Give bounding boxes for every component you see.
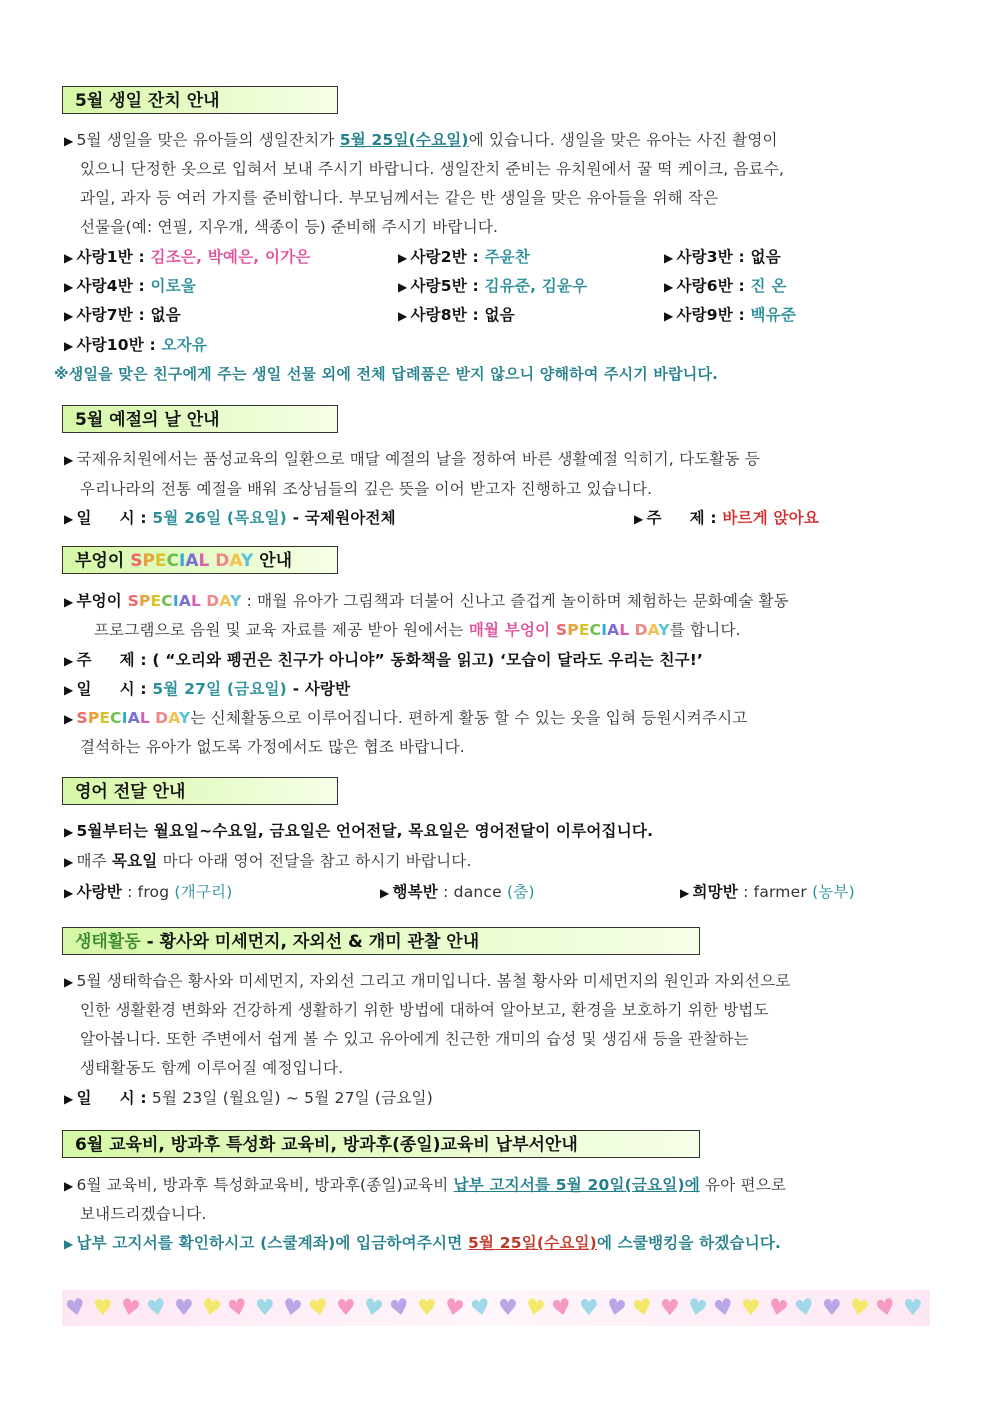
heart-icon: ♥ [630, 1294, 656, 1323]
heart-icon: ♥ [117, 1294, 143, 1323]
birthday-para-1: ▶ 5월 생일을 맞은 유아들의 생일잔치가 5월 25일(수요일)에 있습니다. 생일을 맞은 유아는 사진 촬영이 [64, 131, 778, 149]
heart-icon: ♥ [387, 1294, 413, 1323]
ecology-para-4: 생태활동도 함께 이루어질 예정입니다. [80, 1059, 344, 1077]
heart-icon: ♥ [93, 1296, 113, 1321]
birthday-para-3: 과일, 과자 등 여러 가지를 준비합니다. 부모님께서는 같은 반 생일을 맞은 유아들을 위해 작은 [80, 189, 719, 207]
ecology-para-2: 인한 생활환경 변화와 건강하게 생활하기 위한 방법에 대하여 알아보고, 환경을 보호하기 위한 방법도 [80, 1001, 769, 1019]
etiquette-para-2: 우리나라의 전통 예절을 배워 조상님들의 깊은 뜻을 이어 받고자 진행하고 있습니다. [80, 480, 653, 498]
special-day-rainbow: SPECIAL DAY [130, 551, 254, 571]
class-row-9: ▶ 사랑9반 : 백유준 [664, 306, 797, 324]
ecology-date: ▶ 일 시 : 5월 23일 (월요일) ~ 5월 27일 (금요일) [64, 1089, 433, 1107]
class-row-7: ▶ 사랑7반 : 없음 [64, 306, 181, 324]
heart-icon: ♥ [174, 1296, 194, 1321]
section-title-tuition: 6월 교육비, 방과후 특성화 교육비, 방과후(종일)교육비 납부서안내 [62, 1130, 700, 1158]
tuition-para-2: 보내드리겠습니다. [80, 1205, 207, 1223]
section-title-etiquette: 5월 예절의 날 안내 [62, 405, 338, 433]
special-topic: ▶ 주 제 : ( “오리와 펭귄은 친구가 아니야” 동화책을 읽고) ‘모습이 달라도 우리는 친구!’ [64, 651, 704, 669]
birthday-para-4: 선물을(예: 연필, 지우개, 색종이 등) 준비해 주시기 바랍니다. [80, 218, 499, 236]
tuition-para-1: ▶ 6월 교육비, 방과후 특성화교육비, 방과후(종일)교육비 납부 고지서를 5월 20일(금요일)에 유아 편으로 [64, 1176, 787, 1194]
heart-icon: ♥ [903, 1296, 923, 1321]
heart-icon: ♥ [765, 1294, 791, 1323]
class-row-6: ▶ 사랑6반 : 진 온 [664, 277, 787, 295]
heart-icon: ♥ [468, 1294, 494, 1323]
section-title-special-day: 부엉이 SPECIAL DAY 안내 [62, 546, 338, 574]
hearts-border [62, 1290, 930, 1326]
class-row-10: ▶ 사랑10반 : 오자유 [64, 336, 208, 354]
class-row-1: ▶ 사랑1반 : 김조은, 박예은, 이가은 [64, 248, 311, 266]
section-title-english: 영어 전달 안내 [62, 777, 338, 805]
class-row-3: ▶ 사랑3반 : 없음 [664, 248, 781, 266]
heart-icon: ♥ [822, 1296, 842, 1321]
special-para-4: 결석하는 유아가 없도록 가정에서도 많은 협조 바랍니다. [80, 738, 465, 756]
birthday-note: ※생일을 맞은 친구에게 주는 생일 선물 외에 전체 답례품은 받지 않으니 양해하여 주시기 바랍니다. [54, 365, 719, 383]
heart-icon: ♥ [711, 1294, 737, 1323]
heart-icon: ♥ [741, 1296, 761, 1321]
english-para-1: ▶ 5월부터는 월요일~수요일, 금요일은 언어전달, 목요일은 영어전달이 이루어집니다. [64, 822, 654, 840]
heart-icon: ♥ [846, 1294, 872, 1323]
heart-icon: ♥ [417, 1296, 437, 1321]
ecology-para-3: 알아봅니다. 또한 주변에서 쉽게 볼 수 있고 유아에게 친근한 개미의 습성 및 생김새 등을 관찰하는 [80, 1030, 749, 1048]
heart-icon: ♥ [144, 1294, 170, 1323]
heart-icon: ♥ [549, 1294, 575, 1323]
english-word-2: ▶ 행복반 : dance (춤) [380, 883, 535, 901]
section-title-ecology: 생태활동 - 황사와 미세먼지, 자외선 & 개미 관찰 안내 [62, 927, 700, 955]
special-para-1: ▶ 부엉이 SPECIAL DAY : 매월 유아가 그림책과 더불어 신나고 즐겁게 놀이하며 체험하는 문화예술 활동 [64, 592, 789, 610]
special-para-3: ▶ SPECIAL DAY는 신체활동으로 이루어집니다. 편하게 활동 할 수 있는 옷을 입혀 등원시켜주시고 [64, 709, 748, 727]
class-row-5: ▶ 사랑5반 : 김유준, 김윤우 [398, 277, 588, 295]
heart-icon: ♥ [522, 1294, 548, 1323]
heart-icon: ♥ [306, 1294, 332, 1323]
english-para-2: ▶ 매주 목요일 마다 아래 영어 전달을 참고 하시기 바랍니다. [64, 852, 472, 870]
birthday-para-2: 있으니 단정한 옷으로 입혀서 보내 주시기 바랍니다. 생일잔치 준비는 유치원에서 꿀 떡 케이크, 음료수, [80, 160, 785, 178]
class-row-8: ▶ 사랑8반 : 없음 [398, 306, 515, 324]
heart-icon: ♥ [198, 1294, 224, 1323]
heart-icon: ♥ [225, 1294, 251, 1323]
heart-icon: ♥ [441, 1294, 467, 1323]
heart-icon: ♥ [498, 1296, 518, 1321]
ecology-para-1: ▶ 5월 생태학습은 황사와 미세먼지, 자외선 그리고 개미입니다. 봄철 황사와 미세먼지의 원인과 자외선으로 [64, 972, 791, 990]
tuition-para-3: ▶ 납부 고지서를 확인하시고 (스쿨계좌)에 입금하여주시면 5월 25일(수요일)에 스쿨뱅킹을 하겠습니다. [64, 1234, 782, 1252]
heart-icon: ♥ [660, 1296, 680, 1321]
heart-icon: ♥ [336, 1296, 356, 1321]
heart-icon: ♥ [873, 1294, 899, 1323]
heart-icon: ♥ [360, 1294, 386, 1323]
heart-icon: ♥ [63, 1294, 89, 1323]
etiquette-para-1: ▶ 국제유치원에서는 품성교육의 일환으로 매달 예절의 날을 정하여 바른 생활예절 익히기, 다도활동 등 [64, 450, 761, 468]
english-word-3: ▶ 희망반 : farmer (농부) [680, 883, 855, 901]
heart-icon: ♥ [255, 1296, 275, 1321]
etiquette-topic: ▶ 주 제 : 바르게 앉아요 [634, 509, 820, 527]
heart-icon: ♥ [684, 1294, 710, 1323]
heart-icon: ♥ [603, 1294, 629, 1323]
heart-icon: ♥ [579, 1296, 599, 1321]
special-para-2: 프로그램으로 음원 및 교육 자료를 제공 받아 원에서는 매월 부엉이 SPECIAL DAY를 합니다. [94, 621, 741, 639]
section-title-birthday: 5월 생일 잔치 안내 [62, 86, 338, 114]
heart-icon: ♥ [792, 1294, 818, 1323]
special-date: ▶ 일 시 : 5월 27일 (금요일) - 사랑반 [64, 680, 351, 698]
heart-icon: ♥ [279, 1294, 305, 1323]
english-word-1: ▶ 사랑반 : frog (개구리) [64, 883, 233, 901]
etiquette-date: ▶ 일 시 : 5월 26일 (목요일) - 국제원아전체 [64, 509, 396, 527]
class-row-2: ▶ 사랑2반 : 주윤찬 [398, 248, 531, 266]
class-row-4: ▶ 사랑4반 : 이로울 [64, 277, 197, 295]
